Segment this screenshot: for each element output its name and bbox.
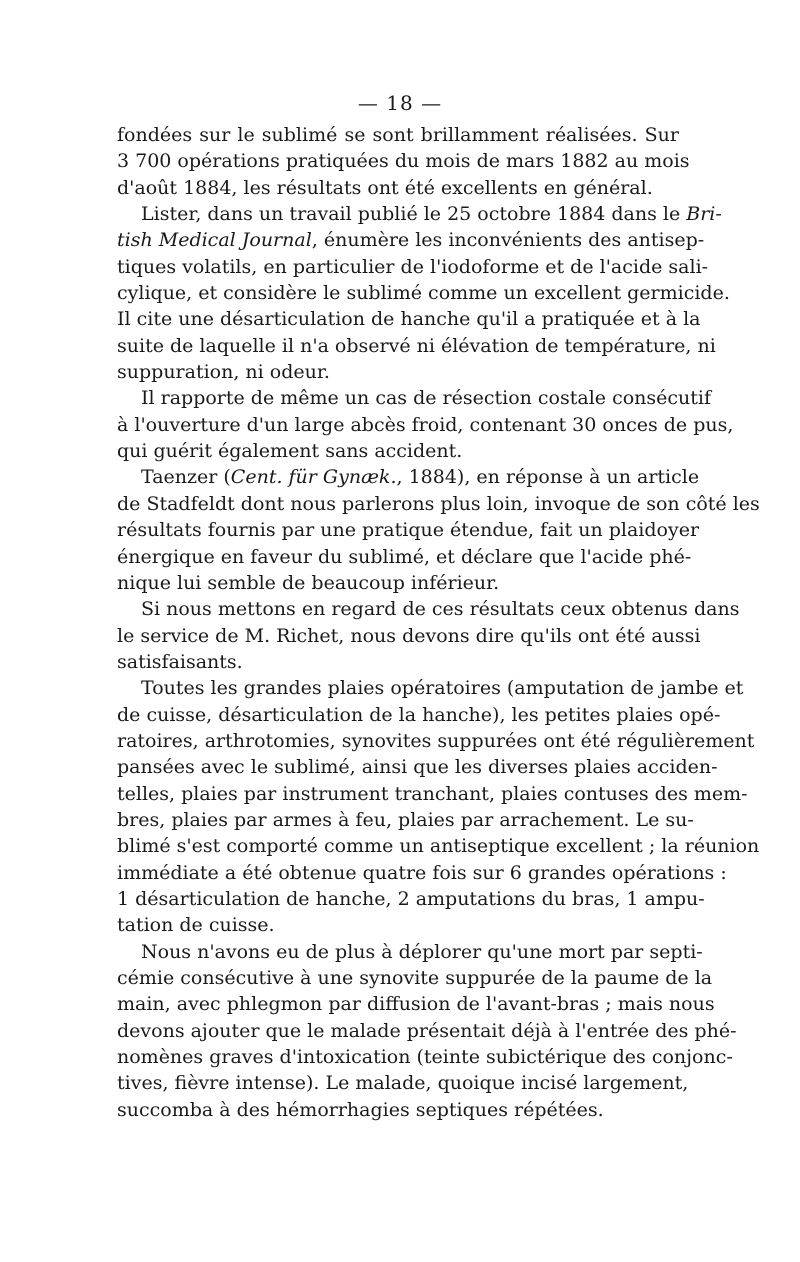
text-line: bres, plaies par armes à feu, plaies par arrachement. Le su- bbox=[117, 808, 694, 831]
text-line: cémie consécutive à une synovite suppurée de la paume de la bbox=[117, 967, 713, 989]
text-line: 3 700 opérations pratiquées du mois de mars 1882 au mois bbox=[117, 150, 690, 173]
text-line: d'août 1884, les résultats ont été excellents en général. bbox=[117, 176, 653, 199]
text-line: succomba à des hémorrhagies septiques répétées. bbox=[117, 1098, 604, 1121]
text-line: énergique en faveur du sublimé, et déclare que l'acide phé- bbox=[117, 545, 692, 568]
body-text bbox=[117, 122, 760, 1123]
paragraph-5 bbox=[117, 596, 740, 675]
text-line: ratoires, arthrotomies, synovites suppurées ont été régulièrement bbox=[117, 729, 755, 752]
text-line: Si nous mettons en regard de ces résultats ceux obtenus dans bbox=[141, 598, 740, 621]
text-line: fondées sur le sublimé se sont brillamment réalisées. Sur bbox=[117, 124, 679, 146]
text-line: de cuisse, désarticulation de la hanche), les petites plaies opé- bbox=[117, 703, 721, 726]
text-line: immédiate a été obtenue quatre fois sur 6 grandes opérations : bbox=[117, 861, 727, 884]
text-line: suppuration, ni odeur. bbox=[117, 361, 330, 384]
text-line: Il rapporte de même un cas de résection costale consécutif bbox=[141, 387, 711, 410]
text-line: nomènes graves d'intoxication (teinte subictérique des conjonc- bbox=[117, 1046, 733, 1069]
text-line: Toutes les grandes plaies opératoires (amputation de jambe et bbox=[141, 677, 744, 700]
text-line: Lister, dans un travail publié le 25 octobre 1884 dans le Bri- bbox=[141, 203, 722, 226]
text-line: cylique, et considère le sublimé comme un excellent germicide. bbox=[117, 282, 730, 305]
text-line: main, avec phlegmon par diffusion de l'avant-bras ; mais nous bbox=[117, 993, 715, 1016]
text-line: nique lui semble de beaucoup inférieur. bbox=[117, 571, 500, 594]
text-line: Taenzer (Cent. für Gynæk., 1884), en réponse à un article bbox=[141, 466, 700, 489]
text-line: pansées avec le sublimé, ainsi que les diverses plaies acciden- bbox=[117, 756, 718, 779]
text-line: satisfaisants. bbox=[117, 650, 243, 673]
text-line: devons ajouter que le malade présentait déjà à l'entrée des phé- bbox=[117, 1019, 737, 1042]
paragraph-6 bbox=[117, 675, 760, 938]
text-line: tation de cuisse. bbox=[117, 914, 275, 937]
text-line: suite de laquelle il n'a observé ni élévation de température, ni bbox=[117, 334, 716, 357]
text-line: tiques volatils, en particulier de l'iodoforme et de l'acide sali- bbox=[117, 255, 709, 278]
paragraph-4 bbox=[117, 464, 760, 596]
text-line: blimé s'est comporté comme un antiseptique excellent ; la réunion bbox=[117, 835, 760, 858]
text-line: tives, fièvre intense). Le malade, quoique incisé largement, bbox=[117, 1072, 689, 1095]
text-line: qui guérit également sans accident. bbox=[117, 440, 463, 463]
text-line: Il cite une désarticulation de hanche qu'il a pratiquée et à la bbox=[117, 308, 701, 331]
text-line: telles, plaies par instrument tranchant, plaies contuses des mem- bbox=[117, 782, 748, 805]
paragraph-2 bbox=[117, 201, 730, 385]
text-line: Nous n'avons eu de plus à déplorer qu'une mort par septi- bbox=[141, 940, 703, 963]
paragraph-1 bbox=[117, 122, 690, 201]
text-line: à l'ouverture d'un large abcès froid, contenant 30 onces de pus, bbox=[117, 413, 734, 436]
paragraph-3 bbox=[117, 385, 734, 464]
text-line: de Stadfeldt dont nous parlerons plus loin, invoque de son côté les bbox=[117, 492, 760, 515]
text-line: tish Medical Journal, énumère les inconvénients des antisep- bbox=[117, 229, 705, 252]
paragraph-7 bbox=[117, 939, 737, 1123]
text-line: résultats fournis par une pratique étendue, fait un plaidoyer bbox=[117, 519, 700, 542]
page-number: — 18 — bbox=[357, 91, 443, 115]
text-line: 1 désarticulation de hanche, 2 amputations du bras, 1 ampu- bbox=[117, 887, 705, 910]
text-line: le service de M. Richet, nous devons dire qu'ils ont été aussi bbox=[117, 624, 701, 647]
